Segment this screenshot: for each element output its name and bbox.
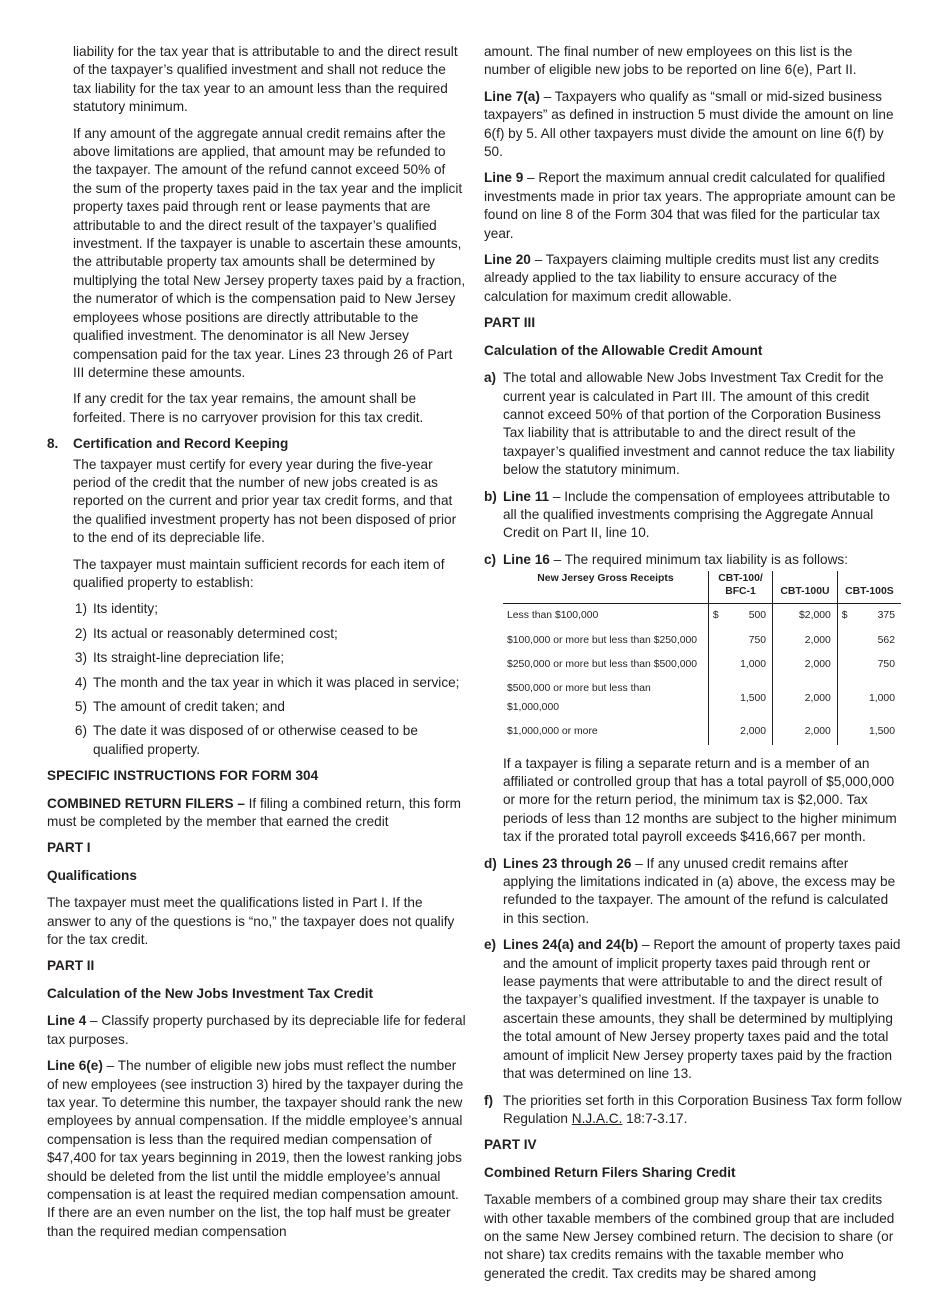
list-number: 1)	[74, 601, 87, 617]
line-7a-paragraph	[484, 88, 902, 162]
column-header: CBT-100U	[773, 571, 838, 604]
paragraph: If any amount of the aggregate annual credit remains after the above limitations are applied, that amount may be refunded to the taxpayer. The amount of the refund cannot exceed 50% of the sum of the property taxes paid in the tax year and the implicit property taxes paid through rent or lease payments that are attributable to and the direct result of the taxpayer’s qualified investment. If the taxpayer is unable to ascertain these amounts, the attributable property tax amounts shall be determined by multiplying the total New Jersey property taxes paid by a fraction, the numerator of which is the compensation paid to New Jersey employees whose positions are directly attributable to the qualified investment. The denominator is all New Jersey compensation paid for the tax year. Lines 23 through 26 of Part III determine these amounts.	[73, 125, 466, 380]
list-text: The month and the tax year in which it was placed in service;	[93, 674, 460, 690]
paragraph: The taxpayer must meet the qualifications listed in Part I. If the answer to any of the questions is “no,” the taxpayer does not qualify for the tax credit.	[47, 895, 455, 948]
table-cell: 2,000	[773, 629, 838, 653]
left-column	[47, 43, 467, 1249]
table-row	[503, 720, 901, 744]
paragraph-text: – Report the maximum annual credit calculated for qualified investments made in prior tax years. The appropriate amount can be found on line 8 of the Form 304 that was filed for the particular tax year.	[484, 170, 896, 241]
line-6e-paragraph	[47, 1057, 467, 1241]
lead-in: Line 20	[484, 252, 531, 268]
lead-in: Line 4	[47, 1013, 87, 1029]
table-cell: $500,000 or more but less than $1,000,000	[503, 677, 708, 720]
paragraph: The taxpayer must maintain sufficient records for each item of qualified property to establish:	[73, 556, 445, 590]
paragraph: If any credit for the tax year remains, the amount shall be forfeited. There is no carryover provision for this tax credit.	[73, 391, 424, 425]
right-column	[484, 43, 902, 1291]
list-number: 3)	[74, 650, 87, 666]
table-cell: 750	[877, 658, 895, 670]
item-c	[484, 551, 902, 569]
table-cell: 1,500	[868, 726, 895, 738]
table-row	[503, 653, 901, 677]
records-list	[47, 600, 467, 759]
currency-symbol: $	[841, 610, 848, 622]
cell-value: 500	[748, 610, 767, 622]
part-1-heading: PART I	[47, 840, 91, 856]
table-row	[503, 604, 901, 629]
paragraph: liability for the tax year that is attributable to and the direct result of the taxpayer’s qualified investment and shall not reduce the tax liability for the tax year to an amount less than the required statutory minimum.	[73, 44, 458, 115]
lead-in: Line 11	[503, 488, 550, 504]
table-cell: $1,000,000 or more	[503, 720, 708, 744]
list-item	[47, 698, 467, 716]
part-4-heading: PART IV	[484, 1137, 537, 1153]
table-cell: $100,000 or more but less than $250,000	[503, 629, 708, 653]
table-cell: $250,000 or more but less than $500,000	[503, 653, 708, 677]
line-20-paragraph	[484, 251, 902, 306]
paragraph: Taxable members of a combined group may share their tax credits with other taxable members of the combined group that are included on the same New Jersey combined return. The decision to share (or not share) tax credits remains with the taxable member who generated the credit. Tax credits may be shared among	[484, 1192, 895, 1281]
list-number: 6)	[74, 723, 87, 739]
list-item	[47, 674, 467, 692]
table-cell	[837, 604, 901, 629]
section-title: Certification and Record Keeping	[73, 436, 289, 452]
item-f	[484, 1092, 902, 1129]
item-text	[503, 551, 902, 569]
table-header-row	[503, 571, 901, 604]
list-text: The date it was disposed of or otherwise ceased to be qualified property.	[93, 723, 418, 757]
item-b	[484, 488, 902, 543]
lead-in: Line 7(a)	[484, 88, 540, 104]
list-item	[47, 625, 467, 643]
list-text: Its straight-line depreciation life;	[93, 650, 285, 666]
paragraph-text: – Include the compensation of employees attributable to all the qualified investments comprising the Aggregate Annual Credit on Part II, line 10.	[503, 488, 890, 541]
part-1-subheading: Qualifications	[47, 867, 137, 883]
item-d	[484, 855, 902, 929]
section-number: 8.	[47, 436, 59, 452]
table-cell: 2,000	[708, 720, 772, 744]
table-cell: 1,000	[708, 653, 772, 677]
lead-in: COMBINED RETURN FILERS –	[47, 795, 245, 811]
table-cell: Less than $100,000	[503, 604, 708, 629]
list-number: 5)	[74, 699, 87, 714]
column-header: New Jersey Gross Receipts	[503, 571, 708, 604]
section-8-heading	[47, 435, 467, 453]
lead-in: Line 16	[503, 551, 550, 567]
table-cell: 562	[877, 634, 895, 646]
table-cell: 2,000	[773, 653, 838, 677]
currency-symbol: $	[712, 610, 719, 622]
table-cell	[708, 604, 772, 629]
line-4-paragraph	[47, 1012, 467, 1049]
paragraph-text: – If any unused credit remains after applying the limitations indicated in (a) above, the excess may be refunded to the taxpayer. The amount of the refund is calculated in this section.	[503, 855, 896, 926]
paragraph-text: – Taxpayers claiming multiple credits must list any credits already applied to the tax liability to ensure accuracy of the calculation for maximum credit allowable.	[484, 252, 879, 304]
lead-in: Lines 23 through 26	[503, 855, 632, 871]
list-text: Its actual or reasonably determined cost;	[93, 625, 338, 641]
cell-value: 375	[877, 610, 895, 622]
part-3-subheading: Calculation of the Allowable Credit Amount	[484, 342, 763, 358]
column-header: CBT-100S	[837, 571, 901, 604]
item-text: The total and allowable New Jobs Investment Tax Credit for the current year is calculated in Part III. The amount of this credit cannot exceed 50% of that portion of the Corporation Business Tax liability that is attributable to and the direct result of the taxpayer’s qualified investment and cannot reduce the tax liability below the statutory minimum.	[503, 370, 895, 478]
paragraph: If a taxpayer is filing a separate return and is a member of an affiliated or controlled group that has a total payroll of $5,000,000 or more for the return period, the minimum tax is $2,000. Tax periods of less than 12 months are subject to the higher minimum tax if the prorated total payroll exceeds $416,667 per month.	[503, 755, 897, 845]
item-e	[484, 936, 902, 1083]
item-a	[484, 369, 902, 479]
table-row	[503, 677, 901, 720]
paragraph-text: – Classify property purchased by its depreciable life for federal tax purposes.	[47, 1013, 466, 1047]
paragraph: The taxpayer must certify for every year during the five-year period of the credit that the number of new jobs created is as reported on the current and prior year tax credit forms, and that the qualified investment property has not been disposed of prior to the end of its depreciable life.	[73, 456, 457, 546]
item-text	[503, 1092, 902, 1129]
item-letter: d)	[484, 855, 497, 871]
lead-in: Line 9	[484, 170, 524, 186]
item-letter: b)	[484, 488, 497, 504]
item-text	[503, 855, 902, 929]
item-letter: e)	[484, 937, 497, 953]
item-letter: a)	[484, 370, 497, 386]
paragraph-text: If filing a combined return, this form must be completed by the member that earned the credit	[47, 795, 461, 830]
list-text: Its identity;	[93, 601, 158, 617]
part-4-subheading: Combined Return Filers Sharing Credit	[484, 1164, 736, 1180]
list-number: 2)	[74, 625, 87, 641]
table-cell: 2,000	[773, 677, 838, 720]
paragraph-text: – The required minimum tax liability is as follows:	[549, 551, 849, 567]
combined-return-paragraph	[47, 795, 467, 832]
list-item	[47, 600, 467, 618]
table-row	[503, 629, 901, 653]
part-2-subheading: Calculation of the New Jobs Investment Tax Credit	[47, 985, 374, 1001]
column-header: CBT-100/ BFC-1	[708, 571, 772, 604]
paragraph-text: 18:7-3.17.	[622, 1110, 688, 1126]
specific-instructions-heading: SPECIFIC INSTRUCTIONS FOR FORM 304	[47, 768, 319, 784]
list-text: The amount of credit taken; and	[93, 699, 285, 714]
list-item	[47, 649, 467, 667]
regulation-reference: N.J.A.C.	[571, 1110, 623, 1126]
lead-in: Lines 24(a) and 24(b)	[503, 937, 639, 953]
paragraph-text: – Taxpayers who qualify as “small or mid-sized business taxpayers” as defined in instruction 5 must divide the amount on line 6(f) by 5. All other taxpayers must divide the amount on line 6(f) by 50.	[484, 88, 894, 160]
item-text	[503, 936, 902, 1083]
table-cell: 750	[708, 629, 772, 653]
part-2-heading: PART II	[47, 958, 95, 974]
minimum-tax-table	[503, 571, 901, 744]
part-3-heading: PART III	[484, 315, 536, 331]
list-item	[47, 722, 467, 759]
table-cell: $2,000	[773, 604, 838, 629]
item-letter: f)	[484, 1092, 494, 1108]
paragraph-text: – Report the amount of property taxes paid and the amount of implicit property taxes paid through rent or lease payments that were attributable to and the direct result of the taxpayer’s qualified investment. If the taxpayer is unable to ascertain these amounts, they shall be determined by multiplying the total amount of New Jersey property taxes paid and the total amount of implicit New Jersey property taxes paid by the fraction that was determined on line 13.	[503, 937, 901, 1082]
table-cell: 1,500	[708, 677, 772, 720]
table-cell: 1,000	[868, 692, 895, 704]
line-9-paragraph	[484, 169, 902, 243]
list-number: 4)	[74, 674, 87, 690]
item-letter: c)	[484, 551, 497, 567]
table-cell: 2,000	[773, 720, 838, 744]
paragraph: amount. The final number of new employees on this list is the number of eligible new jobs to be reported on line 6(e), Part II.	[484, 44, 857, 78]
paragraph-text: – The number of eligible new jobs must reflect the number of new employees (see instruction 3) hired by the taxpayer during the tax year. To determine this number, the taxpayer should rank the new employees by annual compensation. If the middle employee’s annual compensation is less than the required median compensation of $47,400 for tax years beginning in 2019, then the lowest ranking jobs should be deleted from the list until the middle employee’s annual compensation is at least the required median compensation amount. If there are an even number on the list, the top half must be greater than the required median compensation	[47, 1058, 464, 1239]
lead-in: Line 6(e)	[47, 1058, 103, 1074]
item-text	[503, 488, 902, 543]
paragraph-text: The priorities set forth in this Corporation Business Tax form follow Regulation	[503, 1092, 902, 1126]
